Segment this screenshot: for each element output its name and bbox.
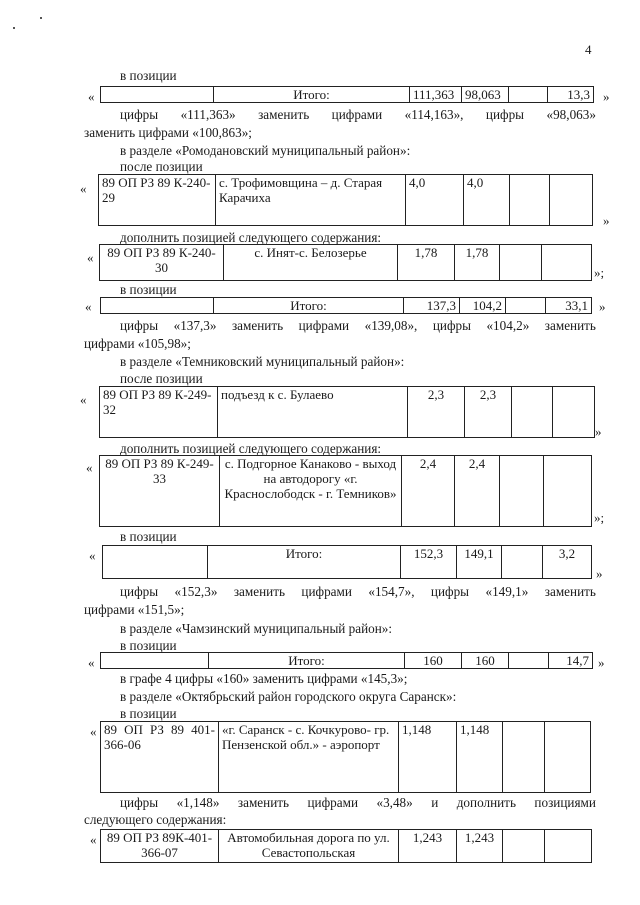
cell-value <box>503 722 545 793</box>
text-line: цифры «111,363» заменить цифрами «114,163», цифры «98,063» <box>120 107 596 122</box>
table-row-240-29 <box>98 174 593 226</box>
open-quote: « <box>80 181 87 196</box>
cell-code: 89 ОП РЗ 89 К-249-33 <box>100 456 220 527</box>
cell-value: 2,3 <box>408 387 465 438</box>
open-quote: « <box>90 832 97 847</box>
text-line: дополнить позицией следующего содержания: <box>120 230 382 245</box>
cell-value: 4,0 <box>406 175 464 226</box>
cell-code <box>103 546 208 579</box>
cell-name: Автомобильная дорога по ул. Севастопольская <box>219 830 399 863</box>
text-line: заменить цифрами «100,863»; <box>84 125 252 140</box>
text-line: следующего содержания: <box>84 812 227 827</box>
table-total-2 <box>100 297 592 314</box>
cell-value: 137,3 <box>404 298 460 314</box>
cell-value: 2,4 <box>402 456 455 527</box>
scan-speck <box>40 17 42 19</box>
cell-value: 2,3 <box>465 387 512 438</box>
cell-value: 160 <box>405 653 462 669</box>
cell-name: Итого: <box>214 298 404 314</box>
table-row-249-33 <box>99 455 592 527</box>
close-quote: » <box>596 566 603 581</box>
open-quote: « <box>88 655 95 670</box>
open-quote: « <box>87 250 94 265</box>
text-line: после позиции <box>120 159 203 174</box>
text-line: в позиции <box>120 282 177 297</box>
close-quote: » <box>599 299 606 314</box>
cell-value: 3,2 <box>543 546 592 579</box>
cell-value: 1,148 <box>399 722 457 793</box>
cell-code <box>101 653 209 669</box>
text-line: цифры «137,3» заменить цифрами «139,08», цифры «104,2» заменить <box>120 318 596 333</box>
open-quote: « <box>90 724 97 739</box>
cell-value: 1,243 <box>457 830 503 863</box>
table-total-4 <box>100 652 593 669</box>
table-row-366-06 <box>100 721 591 793</box>
close-quote: » <box>603 213 610 228</box>
cell-value <box>500 245 542 281</box>
table-total-3 <box>102 545 592 579</box>
open-quote: « <box>88 89 95 104</box>
text-line: цифры «1,148» заменить цифрами «3,48» и дополнить позициями <box>120 795 596 810</box>
cell-value: 1,78 <box>398 245 455 281</box>
cell-name: с. Подгорное Канаково - выход на автодорогу «г. Краснослободск - г. Темников» <box>220 456 402 527</box>
cell-code: 89 ОП РЗ 89 401-366-06 <box>101 722 219 793</box>
cell-value <box>545 722 591 793</box>
cell-code: 89 ОП РЗ 89 К-249-32 <box>100 387 218 438</box>
cell-value <box>542 245 592 281</box>
cell-code: 89 ОП РЗ 89 К-240-30 <box>100 245 224 281</box>
cell-value <box>500 456 544 527</box>
text-line: цифры «152,3» заменить цифрами «154,7», цифры «149,1» заменить <box>120 584 596 599</box>
cell-value <box>545 830 592 863</box>
text-line: в позиции <box>120 68 177 83</box>
cell-value <box>509 653 549 669</box>
text-line: в позиции <box>120 638 177 653</box>
cell-value: 4,0 <box>464 175 510 226</box>
cell-name: с. Инят-с. Белозерье <box>224 245 398 281</box>
cell-value <box>544 456 592 527</box>
cell-name: Итого: <box>209 653 405 669</box>
text-line: дополнить позицией следующего содержания: <box>120 441 382 456</box>
cell-value: 104,2 <box>460 298 506 314</box>
table-total-1 <box>100 86 594 103</box>
cell-value: 98,063 <box>462 87 509 103</box>
cell-code: 89 ОП РЗ 89 К-240-29 <box>99 175 216 226</box>
cell-value <box>553 387 595 438</box>
text-line: в позиции <box>120 706 177 721</box>
cell-value: 2,4 <box>455 456 500 527</box>
cell-value: 149,1 <box>457 546 502 579</box>
text-line: цифрами «105,98»; <box>84 336 191 351</box>
cell-code <box>101 298 214 314</box>
cell-value: 111,363 <box>410 87 462 103</box>
page-number: 4 <box>585 42 592 57</box>
cell-value: 1,78 <box>455 245 500 281</box>
open-quote: « <box>80 392 87 407</box>
close-quote: » <box>603 89 610 104</box>
text-line: в графе 4 цифры «160» заменить цифрами «145,3»; <box>120 671 408 686</box>
open-quote: « <box>89 548 96 563</box>
cell-value: 13,3 <box>548 87 594 103</box>
cell-value: 33,1 <box>546 298 592 314</box>
cell-value <box>550 175 593 226</box>
table-row-249-32 <box>99 386 595 438</box>
cell-value: 1,148 <box>457 722 503 793</box>
cell-name: с. Трофимовщина – д. Старая Карачиха <box>216 175 406 226</box>
cell-name: подъезд к с. Булаево <box>218 387 408 438</box>
close-quote: »; <box>594 265 605 280</box>
close-quote: » <box>595 424 602 439</box>
cell-value: 14,7 <box>549 653 593 669</box>
section-heading: в разделе «Ромодановский муниципальный район»: <box>120 143 411 158</box>
cell-value: 152,3 <box>401 546 457 579</box>
close-quote: »; <box>594 510 605 525</box>
cell-value <box>509 87 548 103</box>
section-heading: в разделе «Темниковский муниципальный район»: <box>120 354 405 369</box>
cell-value <box>502 546 543 579</box>
cell-value: 160 <box>462 653 509 669</box>
cell-name: «г. Саранск - с. Кочкурово- гр. Пензенской обл.» - аэропорт <box>219 722 399 793</box>
cell-name: Итого: <box>208 546 401 579</box>
table-row-240-30 <box>99 244 592 281</box>
section-heading: в разделе «Октябрьский район городского округа Саранск»: <box>120 689 457 704</box>
cell-value <box>512 387 553 438</box>
cell-value <box>503 830 545 863</box>
text-line: цифрами «151,5»; <box>84 602 185 617</box>
cell-code: 89 ОП РЗ 89К-401-366-07 <box>101 830 219 863</box>
close-quote: » <box>598 655 605 670</box>
open-quote: « <box>86 460 93 475</box>
table-row-366-07 <box>100 829 592 863</box>
cell-name: Итого: <box>214 87 410 103</box>
scan-speck <box>13 27 15 29</box>
open-quote: « <box>85 299 92 314</box>
cell-value: 1,243 <box>399 830 457 863</box>
text-line: в позиции <box>120 529 177 544</box>
cell-value <box>506 298 546 314</box>
cell-value <box>510 175 550 226</box>
cell-code <box>101 87 214 103</box>
text-line: после позиции <box>120 371 203 386</box>
section-heading: в разделе «Чамзинский муниципальный район»: <box>120 621 393 636</box>
